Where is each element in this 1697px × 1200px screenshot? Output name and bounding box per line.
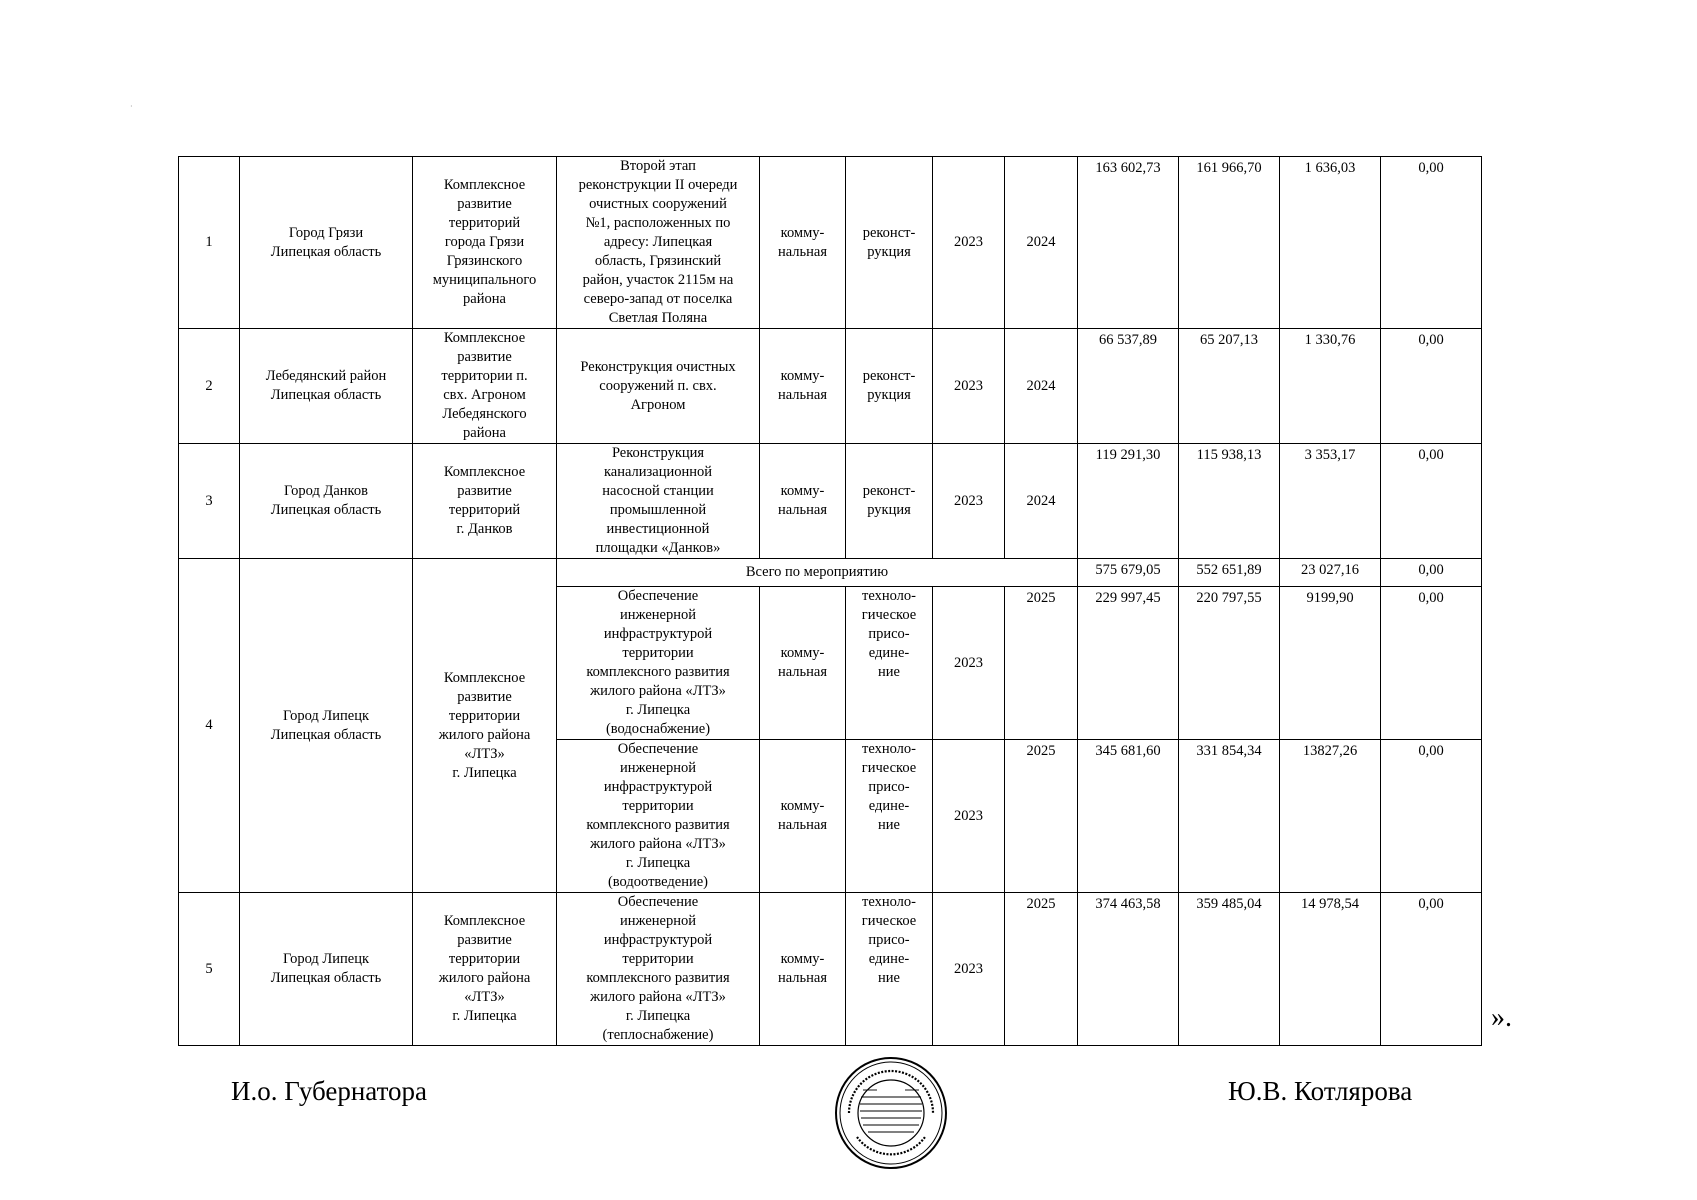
- work-type-cell: техноло- гическое присо- едине- ние: [846, 740, 933, 893]
- end-year-cell: 2024: [1005, 329, 1078, 444]
- total-cost-cell: 119 291,30: [1078, 444, 1179, 559]
- municipality-cell: Город Данков Липецкая область: [240, 444, 413, 559]
- signatory-position: И.о. Губернатора: [231, 1076, 428, 1106]
- project-cell: Комплексное развитие территории жилого района «ЛТЗ» г. Липецка: [413, 893, 557, 1046]
- other-funds-cell: 0,00: [1381, 444, 1482, 559]
- row-number: 2: [179, 329, 240, 444]
- other-funds-cell: 0,00: [1381, 157, 1482, 329]
- start-year-cell: 2023: [933, 329, 1005, 444]
- regional-funds-cell: 1 636,03: [1280, 157, 1381, 329]
- regional-funds-cell: 14 978,54: [1280, 893, 1381, 1046]
- measures-table: [178, 156, 1482, 1046]
- object-cell: Реконструкция очистных сооружений п. свх. Агроном: [557, 329, 760, 444]
- work-type-cell: техноло- гическое присо- едине- ние: [846, 587, 933, 740]
- infrastructure-type-cell: комму- нальная: [760, 329, 846, 444]
- end-year-cell: 2025: [1005, 893, 1078, 1046]
- municipality-cell: Город Липецк Липецкая область: [240, 893, 413, 1046]
- total-cost-cell: 163 602,73: [1078, 157, 1179, 329]
- work-type-cell: реконст- рукция: [846, 329, 933, 444]
- total-cost-cell: 229 997,45: [1078, 587, 1179, 740]
- project-cell: Комплексное развитие территории п. свх. Агроном Лебедянского района: [413, 329, 557, 444]
- start-year-cell: 2023: [933, 740, 1005, 893]
- other-funds-cell: 0,00: [1381, 740, 1482, 893]
- table-row: [179, 444, 1482, 559]
- end-year-cell: 2024: [1005, 444, 1078, 559]
- object-cell: Обеспечение инженерной инфраструктурой территории комплексного развития жилого района «ЛТЗ» г. Липецка (водоотведение): [557, 740, 760, 893]
- federal-funds-cell: 359 485,04: [1179, 893, 1280, 1046]
- other-funds-cell: 0,00: [1381, 893, 1482, 1046]
- row-number: 4: [179, 559, 240, 893]
- object-cell: Обеспечение инженерной инфраструктурой территории комплексного развития жилого района «ЛТЗ» г. Липецка (теплоснабжение): [557, 893, 760, 1046]
- official-seal-stamp: [833, 1055, 949, 1171]
- work-type-cell: техноло- гическое присо- едине- ние: [846, 893, 933, 1046]
- summary-label: Всего по мероприятию: [557, 559, 1078, 587]
- regional-funds-cell: 13827,26: [1280, 740, 1381, 893]
- summary-other-cell: 0,00: [1381, 559, 1482, 587]
- total-cost-cell: 345 681,60: [1078, 740, 1179, 893]
- object-cell: Реконструкция канализационной насосной станции промышленной инвестиционной площадки «Данков»: [557, 444, 760, 559]
- regional-funds-cell: 1 330,76: [1280, 329, 1381, 444]
- federal-funds-cell: 115 938,13: [1179, 444, 1280, 559]
- total-cost-cell: 374 463,58: [1078, 893, 1179, 1046]
- object-cell: Обеспечение инженерной инфраструктурой территории комплексного развития жилого района «ЛТЗ» г. Липецка (водоснабжение): [557, 587, 760, 740]
- regional-funds-cell: 3 353,17: [1280, 444, 1381, 559]
- municipality-cell: Лебедянский район Липецкая область: [240, 329, 413, 444]
- end-year-cell: 2025: [1005, 740, 1078, 893]
- table-row: [179, 893, 1482, 1046]
- federal-funds-cell: 161 966,70: [1179, 157, 1280, 329]
- signatory-name: Ю.В. Котлярова: [1228, 1076, 1413, 1106]
- start-year-cell: 2023: [933, 587, 1005, 740]
- start-year-cell: 2023: [933, 444, 1005, 559]
- end-year-cell: 2025: [1005, 587, 1078, 740]
- federal-funds-cell: 65 207,13: [1179, 329, 1280, 444]
- corner-mark: ·: [130, 102, 133, 111]
- municipality-cell: Город Липецк Липецкая область: [240, 559, 413, 893]
- project-cell: Комплексное развитие территорий г. Данков: [413, 444, 557, 559]
- federal-funds-cell: 331 854,34: [1179, 740, 1280, 893]
- table-row: [179, 559, 1482, 587]
- start-year-cell: 2023: [933, 893, 1005, 1046]
- work-type-cell: реконст- рукция: [846, 157, 933, 329]
- total-cost-cell: 66 537,89: [1078, 329, 1179, 444]
- other-funds-cell: 0,00: [1381, 587, 1482, 740]
- row-number: 5: [179, 893, 240, 1046]
- municipality-cell: Город Грязи Липецкая область: [240, 157, 413, 329]
- federal-funds-cell: 220 797,55: [1179, 587, 1280, 740]
- table-row: [179, 329, 1482, 444]
- summary-federal-cell: 552 651,89: [1179, 559, 1280, 587]
- row-number: 3: [179, 444, 240, 559]
- project-cell: Комплексное развитие территории жилого района «ЛТЗ» г. Липецка: [413, 559, 557, 893]
- row-number: 1: [179, 157, 240, 329]
- infrastructure-type-cell: комму- нальная: [760, 157, 846, 329]
- infrastructure-type-cell: комму- нальная: [760, 740, 846, 893]
- summary-total-cell: 575 679,05: [1078, 559, 1179, 587]
- infrastructure-type-cell: комму- нальная: [760, 587, 846, 740]
- table-row: [179, 157, 1482, 329]
- closing-quote: ».: [1491, 1002, 1512, 1033]
- regional-funds-cell: 9199,90: [1280, 587, 1381, 740]
- summary-regional-cell: 23 027,16: [1280, 559, 1381, 587]
- start-year-cell: 2023: [933, 157, 1005, 329]
- end-year-cell: 2024: [1005, 157, 1078, 329]
- infrastructure-type-cell: комму- нальная: [760, 893, 846, 1046]
- work-type-cell: реконст- рукция: [846, 444, 933, 559]
- object-cell: Второй этап реконструкции II очереди очистных сооружений №1, расположенных по адресу: Липецкая область, Грязинский район, участок 2115м на северо-запад от поселка Светлая Поляна: [557, 157, 760, 329]
- project-cell: Комплексное развитие территорий города Грязи Грязинского муниципального района: [413, 157, 557, 329]
- other-funds-cell: 0,00: [1381, 329, 1482, 444]
- infrastructure-type-cell: комму- нальная: [760, 444, 846, 559]
